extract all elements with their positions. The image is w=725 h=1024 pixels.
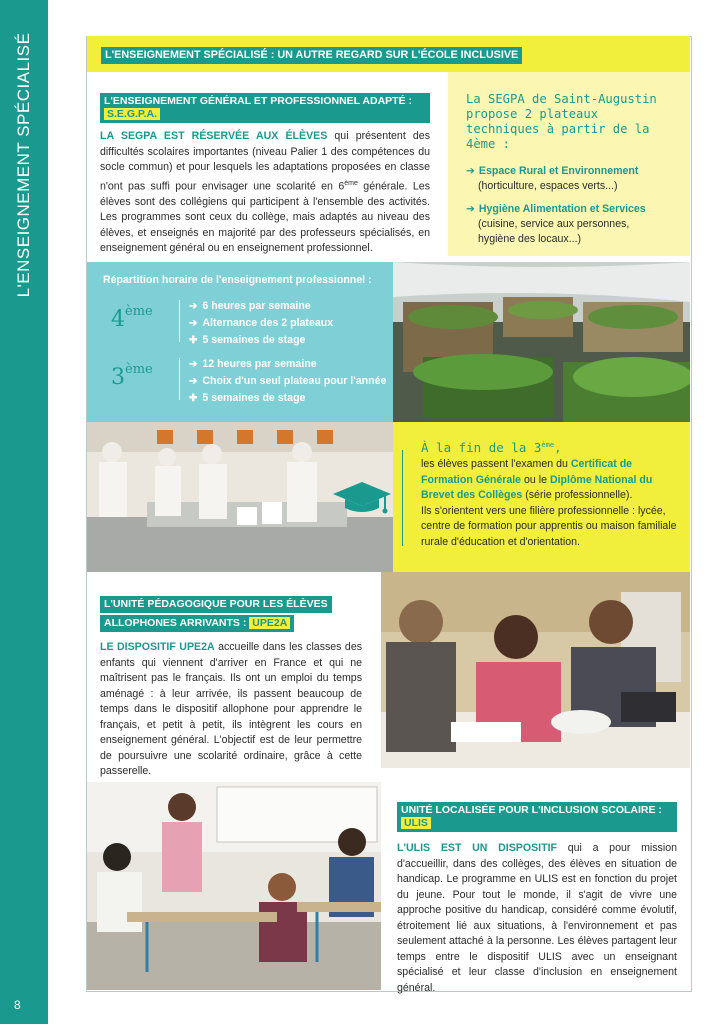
upe2a-section — [100, 594, 362, 780]
ulis-body: L'ULIS EST UN DISPOSITIF qui a pour mission d'accueillir, dans des collèges, des élèves en situation de handicap. Le programme en ULIS est en fonction du projet du jeune. Pour tout le monde, il s'agit de vivre une approche positive du handicap, considéré comme évolutif, étroitement lié aux situations, à l'environnement et pas seulement attaché à la personne. Les élèves partagent leur temps entre le dispositif ULIS avec un enseignant spécialisé et leur classe d'inclusion en enseignement général. — [397, 842, 677, 994]
page-title: L'ENSEIGNEMENT SPÉCIALISÉ : UN AUTRE REGARD SUR L'ÉCOLE INCLUSIVE — [101, 47, 522, 64]
students-photo — [381, 572, 690, 768]
grade-3eme-list: ➔ 12 heures par semaine ➔ Choix d'un seul plateau pour l'année ✚ 5 semaines de stage — [189, 358, 387, 404]
plateaux-item: ➔ Hygiène Alimentation et Services (cuisine, service aux personnes, hygiène des locaux...) — [466, 202, 676, 247]
plateau-title: Hygiène Alimentation et Services — [478, 203, 646, 215]
segpa-heading-text: L'ENSEIGNEMENT GÉNÉRAL ET PROFESSIONNEL ADAPTÉ : — [104, 95, 413, 107]
grade-4eme: 4ème — [111, 304, 153, 332]
sidebar-title: L'ENSEIGNEMENT SPÉCIALISÉ — [14, 32, 33, 298]
sidebar-band — [0, 0, 48, 1024]
plateaux-box — [448, 72, 690, 256]
upe2a-heading: L'UNITÉ PÉDAGOGIQUE POUR LES ÉLÈVES ALLOPHONES ARRIVANTS : UPE2A — [100, 594, 362, 632]
page-number: 8 — [14, 998, 21, 1012]
divider — [179, 358, 180, 400]
plateau-detail: (cuisine, service aux personnes, hygiène des locaux...) — [478, 218, 630, 245]
plateau-detail: (horticulture, espaces verts...) — [478, 180, 618, 192]
ulis-section — [397, 802, 677, 996]
fin-3eme-body: les élèves passent l'examen du Certificat de Formation Générale ou le Diplôme National du Brevet des Collèges (série professionnelle). Ils s'orientent vers une filière professionnelle : lycée, centre de formation pour apprentis ou maison familiale rurale d'éducation et d'orientation. — [421, 458, 677, 548]
upe2a-heading-highlight: UPE2A — [249, 617, 290, 629]
segpa-heading-highlight: S.E.G.P.A. — [104, 108, 160, 120]
repartition-title: Répartition horaire de l'enseignement professionnel : — [103, 274, 372, 286]
graduation-cap-icon — [331, 480, 393, 521]
ulis-heading-text: UNITÉ LOCALISÉE POUR L'INCLUSION SCOLAIRE : — [401, 804, 662, 816]
greenhouse-photo — [393, 262, 690, 422]
ulis-heading-highlight: ULIS — [401, 817, 431, 829]
divider — [179, 300, 180, 342]
ulis-lead: L'ULIS EST UN DISPOSITIF — [397, 842, 558, 854]
plateaux-intro: La SEGPA de Saint-Augustin propose 2 plateaux techniques à partir de la 4ème : — [466, 92, 657, 151]
upe2a-heading-line1: L'UNITÉ PÉDAGOGIQUE POUR LES ÉLÈVES — [100, 596, 332, 613]
plateau-title: Espace Rural et Environnement — [478, 165, 639, 177]
grade-4eme-list: ➔ 6 heures par semaine ➔ Alternance des 2 plateaux ✚ 5 semaines de stage — [189, 300, 334, 346]
segpa-section — [100, 93, 430, 257]
upe2a-body: LE DISPOSITIF UPE2A accueille dans les classes des enfants qui viennent d'arriver en France et qui ne maîtrisent pas le français. Ils ont un emploi du temps aménagé : à leur arrivée, ils passent beaucoup de temps dans le dispositif allophone pour apprendre le français, et petit à petit, ils intègrent les cours en enseignement général. L'objectif est de leur permettre de poursuivre une scolarité ordinaire, grâce à cette passerelle. — [100, 641, 363, 777]
plateaux-item: ➔ Espace Rural et Environnement (horticulture, espaces verts...) — [466, 164, 676, 194]
classroom-photo — [87, 782, 381, 990]
segpa-heading — [100, 93, 430, 123]
fin-3eme-rule — [402, 450, 403, 546]
fin-3eme-title: À la fin de la 3ème, — [421, 440, 562, 455]
segpa-lead: LA SEGPA EST RÉSERVÉE AUX ÉLÈVES — [100, 130, 328, 142]
header-band — [87, 36, 690, 72]
repartition-box — [87, 262, 393, 422]
ulis-heading — [397, 802, 677, 832]
upe2a-lead: LE DISPOSITIF UPE2A — [100, 641, 215, 653]
segpa-body: LA SEGPA EST RÉSERVÉE AUX ÉLÈVES qui présentent des difficultés scolaires importantes (niveau Palier 1 des compétences du socle commun) et pour lesquels les adaptations proposées en classe n'ont pas suffi pour envisager une scolarité en 6ème générale. Les élèves sont des collégiens qui participent à l'ensemble des activités. Les programmes sont ceux du collège, mais adaptés au niveau des élèves, et enseignés en majorité par des professeurs spécialisés, en enseignement général ou en enseignement professionnel. — [100, 130, 430, 255]
fin-3eme-box — [393, 422, 690, 572]
grade-3eme: 3ème — [111, 362, 153, 390]
